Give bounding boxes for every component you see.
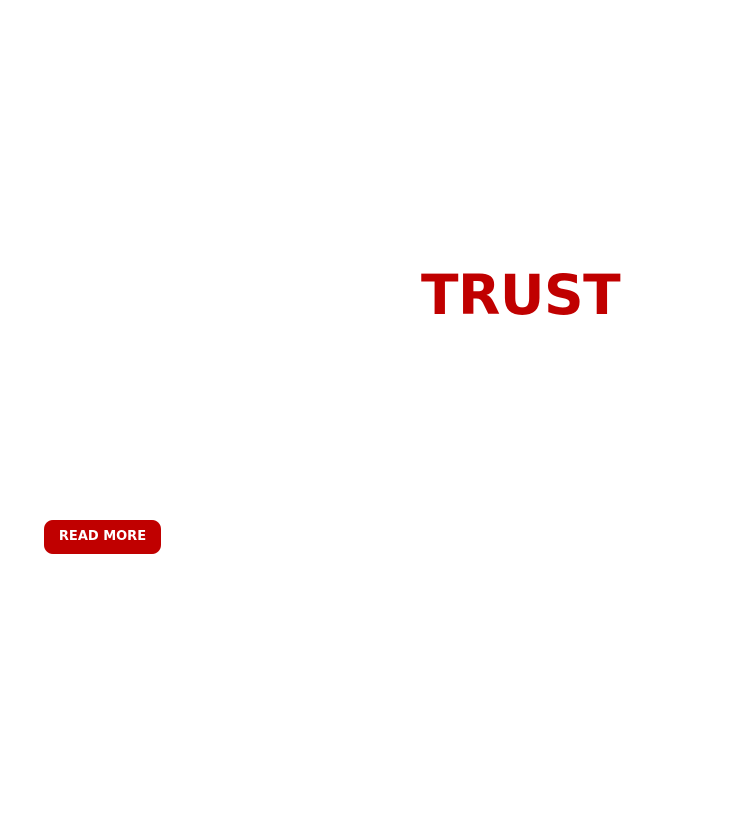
read-more-button[interactable]: READ MORE bbox=[44, 520, 161, 554]
headline-trust: TRUST bbox=[421, 263, 621, 327]
